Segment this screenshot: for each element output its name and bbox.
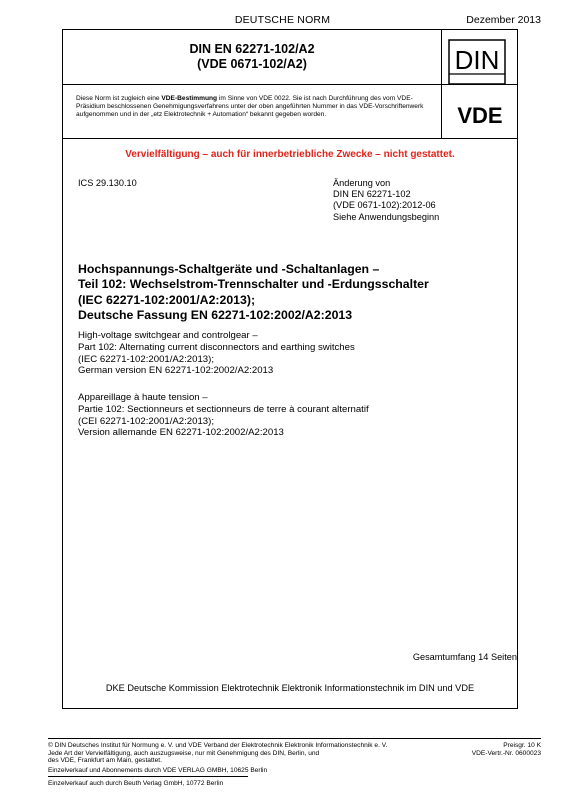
frame-divider-2 xyxy=(63,138,517,139)
english-title: High-voltage switchgear and controlgear – Part 102: Alternating current disconnectors and earthing switches (IEC 62271-102:2001/A2:2013); German version EN 62271-102:2002/A2:2013 xyxy=(78,330,355,377)
din-logo xyxy=(447,38,507,86)
document-title xyxy=(62,42,442,72)
price-info xyxy=(472,742,541,757)
change-note: Änderung von DIN EN 62271-102 (VDE 0671-102):2012-06 Siehe Anwendungsbeginn xyxy=(333,178,440,222)
german-title: Hochspannungs-Schaltgeräte und -Schaltanlagen – Teil 102: Wechselstrom-Trennschalter und -Erdungsschalter (IEC 62271-102:2001/A2:2013); Deutsche Fassung EN 62271-102:2002/A2:2013 xyxy=(78,262,429,322)
dke-line: DKE Deutsche Kommission Elektrotechnik Elektronik Informationstechnik im DIN und VDE xyxy=(105,683,475,693)
reproduction-warning: Vervielfältigung – auch für innerbetriebliche Zwecke – nicht gestattet. xyxy=(125,149,455,160)
vde-number: (VDE 0671-102/A2) xyxy=(197,57,307,71)
vde-distribution-number: VDE-Vertr.-Nr. 0600023 xyxy=(471,749,541,757)
vde-notice: Diese Norm ist zugleich eine VDE-Bestimmung im Sinne von VDE 0022. Sie ist nach Durchführung des vom VDE-Präsidium beschlossenen Genehmigungsverfahrens unter der oben angeführten Nummer in das VDE-Vorschriftenwerk aufgenommen und in der „etz Elektrotechnik + Automation“ bekannt gegeben worden. xyxy=(76,95,424,119)
vde-logo xyxy=(452,102,508,128)
sales-info-beuth: Einzelverkauf auch durch Beuth Verlag GmbH, 10772 Berlin xyxy=(48,780,224,787)
publication-date: Dezember 2013 xyxy=(466,14,541,26)
sales-rule xyxy=(48,776,248,777)
total-pages: Gesamtumfang 14 Seiten xyxy=(412,652,517,662)
document-number: DIN EN 62271-102/A2 xyxy=(189,42,315,56)
vde-bestimmung: VDE-Bestimmung xyxy=(161,95,218,102)
price-group: Preisgr. 10 K xyxy=(503,742,541,749)
din-logo-text: DIN xyxy=(454,45,500,75)
vde-logo-text: VDE xyxy=(457,103,503,128)
copyright-notice: © DIN Deutsches Institut für Normung e. V. und VDE Verband der Elektrotechnik Elektronik Informationstechnik e. V. Jede Art der Vervielfältigung, auch auszugsweise, nur mit Genehmigung des DIN, Berlin, und des VDE, Frankfurt am Main, gestattet. xyxy=(48,742,388,765)
document-category: DEUTSCHE NORM xyxy=(234,14,331,26)
footer-rule xyxy=(48,738,541,739)
ics-code: ICS 29.130.10 xyxy=(78,178,137,188)
french-title: Appareillage à haute tension – Partie 102: Sectionneurs et sectionneurs de terre à courant alternatif (CEI 62271-102:2001/A2:2013); Version allemande EN 62271-102:2002/A2:2013 xyxy=(78,392,369,439)
sales-info-vde: Einzelverkauf und Abonnements durch VDE VERLAG GMBH, 10625 Berlin xyxy=(48,767,268,774)
